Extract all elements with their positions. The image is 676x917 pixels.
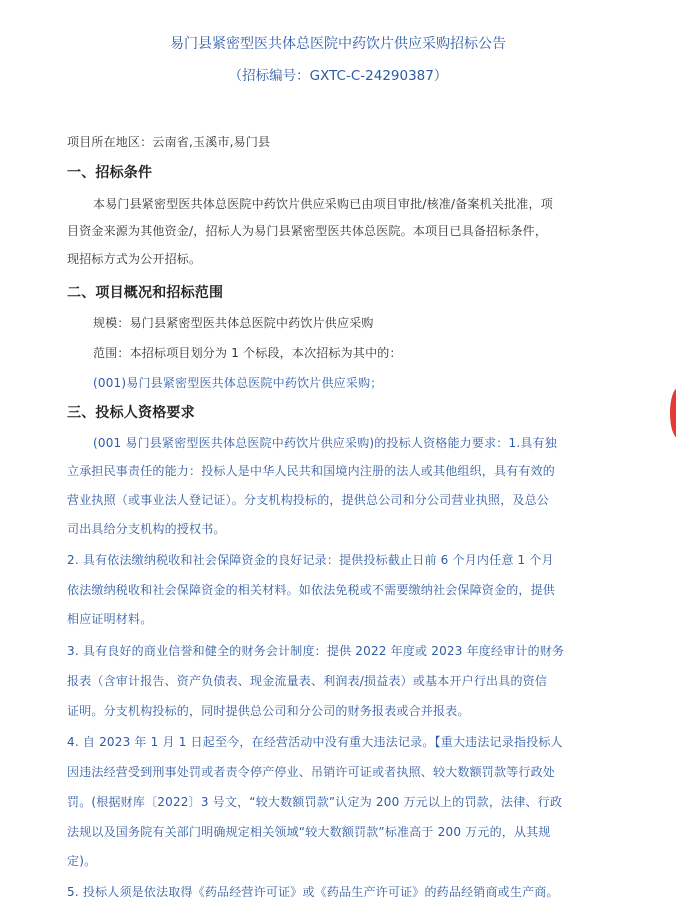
paragraph-line: 现招标方式为公开招标。	[67, 252, 202, 266]
paragraph-line: (001 易门县紧密型医共体总医院中药饮片供应采购)的投标人资格能力要求：1.具有独	[93, 436, 557, 450]
paragraph-line: 因违法经营受到刑事处罚或者责令停产停业、吊销许可证或者执照、较大数额罚款等行政处	[67, 765, 556, 779]
paragraph-line: 报表（含审计报告、资产负债表、现金流量表、利润表/损益表）或基本开户行出具的资信	[67, 674, 548, 688]
paragraph-line: 3. 具有良好的商业信誉和健全的财务会计制度：提供 2022 年度或 2023 年度经审计的财务	[67, 644, 565, 658]
paragraph-line: (001)易门县紧密型医共体总医院中药饮片供应采购；	[93, 376, 383, 390]
paragraph-line: 范围：本招标项目划分为 1 个标段，本次招标为其中的：	[93, 346, 402, 360]
paragraph-line: 定)。	[67, 854, 97, 868]
paragraph-line: 依法缴纳税收和社会保障资金的相关材料。如依法免税或不需要缴纳社会保障资金的，提供	[67, 583, 556, 597]
section-heading-2: 二、项目概况和招标范围	[67, 285, 224, 301]
paragraph-line: 证明。分支机构投标的，同时提供总公司和分公司的财务报表或合并报表。	[67, 704, 470, 718]
project-location: 项目所在地区：云南省,玉溪市,易门县	[67, 135, 271, 149]
floating-marker-icon[interactable]	[670, 388, 676, 438]
section-heading-1: 一、招标条件	[67, 165, 153, 181]
paragraph-line: 相应证明材料。	[67, 612, 153, 626]
paragraph-line: 罚。(根据财库〔2022〕3 号文，“较大数额罚款”认定为 200 万元以上的罚款，法律、行政	[67, 795, 563, 809]
paragraph-line: 目资金来源为其他资金/，招标人为易门县紧密型医共体总医院。本项目已具备招标条件，	[67, 224, 548, 238]
paragraph-line: 司出具给分支机构的授权书。	[67, 522, 226, 536]
section-heading-3: 三、投标人资格要求	[67, 405, 195, 421]
paragraph-line: 2. 具有依法缴纳税收和社会保障资金的良好记录：提供投标截止日前 6 个月内任意 1 个月	[67, 553, 554, 567]
paragraph-line: 本易门县紧密型医共体总医院中药饮片供应采购已由项目审批/核准/备案机关批准，项	[93, 197, 553, 211]
paragraph-line: 立承担民事责任的能力：投标人是中华人民共和国境内注册的法人或其他组织，具有有效的	[67, 464, 556, 478]
paragraph-line: 5. 投标人须是依法取得《药品经营许可证》或《药品生产许可证》的药品经销商或生产商。	[67, 885, 559, 899]
tender-number: （招标编号：GXTC-C-24290387）	[228, 68, 448, 84]
page-title: 易门县紧密型医共体总医院中药饮片供应采购招标公告	[170, 36, 506, 52]
paragraph-line: 营业执照（或事业法人登记证）。分支机构投标的，提供总公司和分公司营业执照，及总公	[67, 493, 550, 507]
paragraph-line: 规模：易门县紧密型医共体总医院中药饮片供应采购	[93, 316, 374, 330]
paragraph-line: 法规以及国务院有关部门明确规定相关领域“较大数额罚款”标准高于 200 万元的，从其规	[67, 825, 551, 839]
paragraph-line: 4. 自 2023 年 1 月 1 日起至今，在经营活动中没有重大违法记录。【重大违法记录指投标人	[67, 735, 563, 749]
